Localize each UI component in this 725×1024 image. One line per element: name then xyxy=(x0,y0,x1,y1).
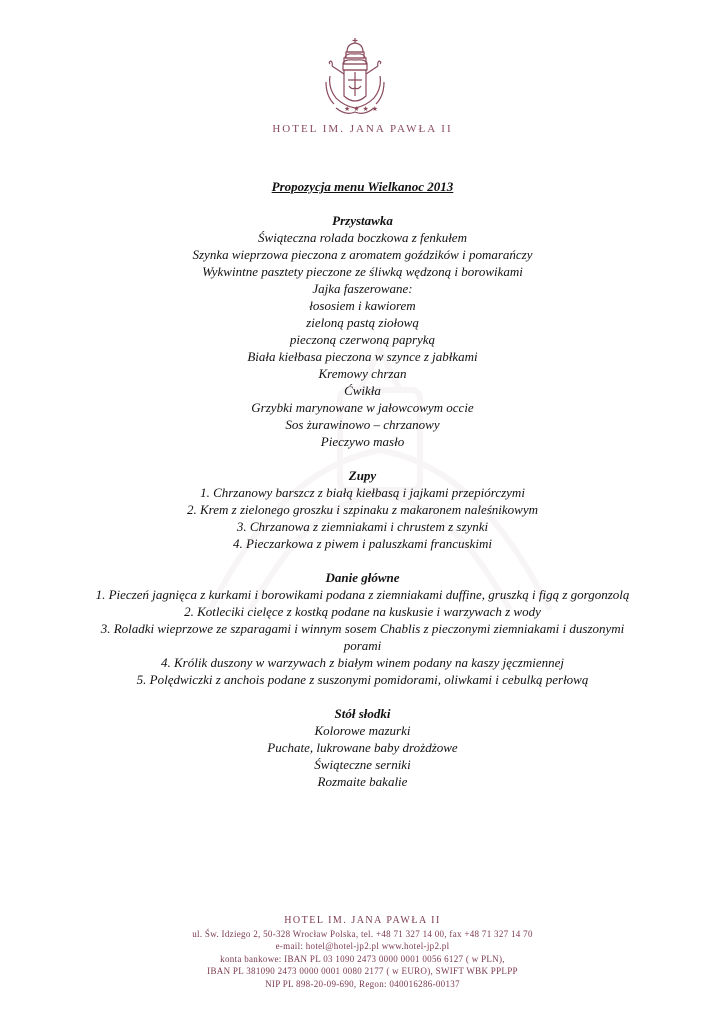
main-item: 4. Królik duszony w warzywach z białym winem podany na kaszy jęczmiennej xyxy=(161,655,564,670)
mains-list xyxy=(90,586,635,688)
footer-tax-ids: NIP PL 898-20-09-690, Regon: 040016286-00137 xyxy=(265,978,460,989)
appetizer-item: Biała kiełbasa pieczona w szynce z jabłkami xyxy=(247,349,478,364)
footer-contact: e-mail: hotel@hotel-jp2.pl www.hotel-jp2.pl xyxy=(275,941,450,952)
appetizer-item: Pieczywo masło xyxy=(320,434,405,449)
appetizer-item: Sos żurawinowo – chrzanowy xyxy=(285,417,440,432)
appetizer-item: Jajka faszerowane: xyxy=(312,281,413,296)
menu-title: Propozycja menu Wielkanoc 2013 xyxy=(271,179,454,194)
mains-heading: Danie główne xyxy=(325,570,400,585)
main-item: 2. Kotleciki cielęce z kostką podane na kuskusie i warzywach z wody xyxy=(184,604,541,619)
appetizer-item: Wykwintne pasztety pieczone ze śliwką wędzoną i borowikami xyxy=(202,264,523,279)
footer-bank-pln: konta bankowe: IBAN PL 03 1090 2473 0000 0001 0056 6127 ( w PLN), xyxy=(220,953,505,964)
dessert-item: Puchate, lukrowane baby drożdżowe xyxy=(267,740,458,755)
easter-menu xyxy=(90,178,635,790)
hotel-footer xyxy=(0,915,725,991)
dessert-item: Kolorowe mazurki xyxy=(314,723,411,738)
appetizer-item: pieczoną czerwoną papryką xyxy=(289,332,436,347)
soup-item: 4. Pieczarkowa z piwem i paluszkami francuskimi xyxy=(233,536,492,551)
footer-bank-eur: IBAN PL 381090 2473 0000 0001 0080 2177 ( w EURO), SWIFT WBK PPLPP xyxy=(207,966,518,977)
desserts-list xyxy=(90,722,635,790)
appetizer-item: zieloną pastą ziołową xyxy=(306,315,419,330)
soup-item: 1. Chrzanowy barszcz z białą kiełbasą i jajkami przepiórczymi xyxy=(200,485,525,500)
appetizer-item: Świąteczna rolada boczkowa z fenkułem xyxy=(258,230,467,245)
appetizer-item: Grzybki marynowane w jałowcowym occie xyxy=(251,400,474,415)
desserts-heading: Stół słodki xyxy=(334,706,391,721)
footer-hotel-name: HOTEL IM. JANA PAWŁA II xyxy=(284,915,441,926)
appetizer-heading: Przystawka xyxy=(332,213,393,228)
dessert-item: Rozmaite bakalie xyxy=(317,774,408,789)
appetizer-item: Kremowy chrzan xyxy=(318,366,407,381)
appetizer-item: łososiem i kawiorem xyxy=(309,298,416,313)
main-item: 3. Roladki wieprzowe ze szparagami i winnym sosem Chablis z pieczonymi ziemniakami i duszonymi porami xyxy=(100,621,625,653)
soup-item: 3. Chrzanowa z ziemniakami i chrustem z szynki xyxy=(236,519,489,534)
main-item: 5. Polędwiczki z anchois podane z suszonymi pomidorami, oliwkami i cebulką perłową xyxy=(136,672,589,687)
appetizer-item: Szynka wieprzowa pieczona z aromatem goździków i pomarańczy xyxy=(192,247,533,262)
soups-list xyxy=(90,484,635,552)
hotel-name-header: HOTEL IM. JANA PAWŁA II xyxy=(272,123,453,135)
appetizer-item: Ćwikła xyxy=(344,383,381,398)
dessert-item: Świąteczne serniki xyxy=(314,757,411,772)
soup-item: 2. Krem z zielonego groszku i szpinaku z makaronem naleśnikowym xyxy=(187,502,538,517)
main-item: 1. Pieczeń jagnięca z kurkami i borowikami podana z ziemniakami duffine, gruszką i figą z gorgonzolą xyxy=(95,587,630,602)
appetizer-list xyxy=(90,229,635,450)
hotel-stars: ★★★★ xyxy=(343,105,382,113)
footer-address: ul. Św. Idziego 2, 50-328 Wrocław Polska, tel. +48 71 327 14 00, fax +48 71 327 14 70 xyxy=(192,928,533,939)
soups-heading: Zupy xyxy=(348,468,377,483)
